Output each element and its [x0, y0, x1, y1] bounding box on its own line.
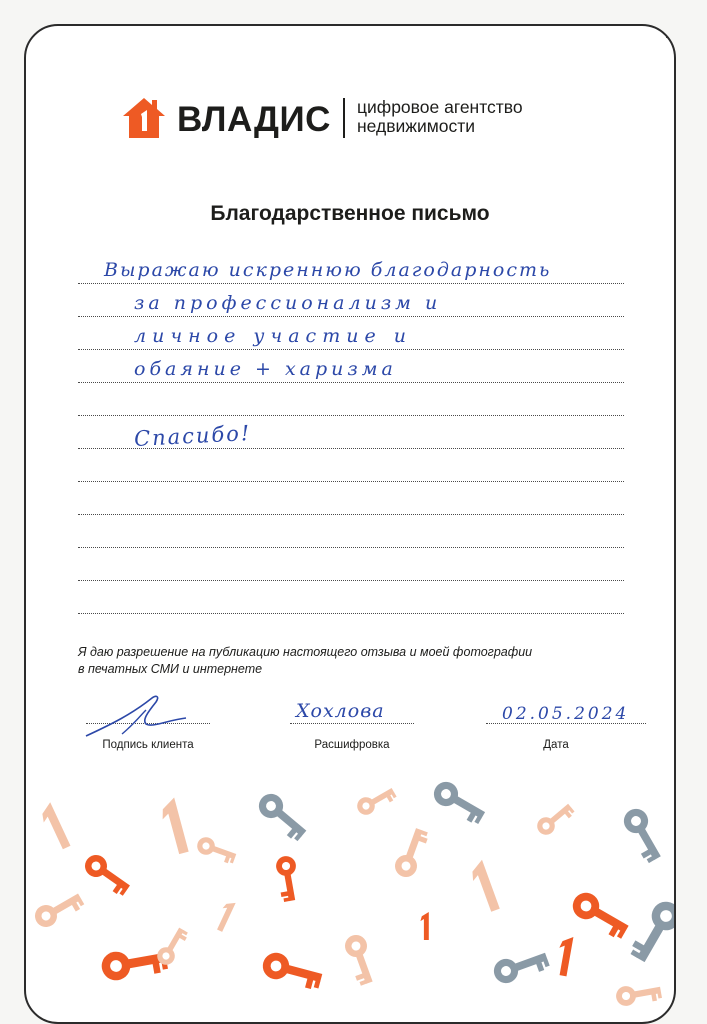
- ruled-line: [78, 580, 624, 581]
- consent-line2: в печатных СМИ и интернете: [78, 662, 263, 676]
- logo-divider: [343, 98, 345, 138]
- key-icon: [342, 932, 380, 987]
- transcript-value: Хохлова: [296, 700, 385, 722]
- date-label: Дата: [543, 739, 569, 751]
- key-icon: [31, 887, 85, 931]
- house-logo-icon: [121, 96, 167, 140]
- number-one-icon: [213, 899, 235, 932]
- number-one-icon: [467, 860, 499, 914]
- ruled-line: [78, 547, 624, 548]
- date-value: 02.05.2024: [502, 704, 630, 724]
- ruled-line: [78, 349, 624, 350]
- key-icon: [354, 783, 397, 818]
- key-icon: [254, 789, 312, 843]
- handwritten-line-4: обаяние + харизма: [134, 358, 397, 380]
- brand-tagline: [357, 98, 617, 136]
- number-one-icon: [37, 802, 70, 852]
- key-icon: [392, 826, 430, 881]
- key-icon: [275, 855, 302, 903]
- key-icon: [154, 925, 189, 968]
- keys-pattern: [26, 766, 674, 1024]
- key-icon: [429, 777, 489, 825]
- key-icon: [99, 943, 168, 982]
- client-signature-label: Подпись клиента: [102, 739, 194, 751]
- brand-name: ВЛАДИС: [177, 100, 331, 139]
- key-icon: [81, 851, 135, 898]
- publication-consent: [78, 644, 598, 678]
- key-icon: [619, 804, 667, 864]
- ruled-line: [78, 283, 624, 284]
- ruled-line: [78, 481, 624, 482]
- ruled-line: [78, 613, 624, 614]
- consent-line1: Я даю разрешение на публикацию настоящего отзыва и моей фотографии: [78, 645, 533, 659]
- key-icon: [615, 980, 663, 1007]
- ruled-line: [78, 316, 624, 317]
- handwritten-line-6: Спасибо!: [133, 420, 252, 452]
- key-icon: [628, 896, 674, 967]
- handwritten-line-2: за профессионализм и: [134, 292, 442, 314]
- ruled-line: [78, 382, 624, 383]
- ruled-line: [78, 415, 624, 416]
- key-icon: [534, 799, 576, 838]
- number-one-icon: [555, 935, 574, 976]
- transcript-label: Расшифровка: [314, 739, 390, 751]
- number-one-icon: [158, 798, 189, 856]
- number-one-icon: [420, 912, 428, 940]
- letter-title: Благодарственное письмо: [210, 202, 490, 225]
- letter-sheet: [24, 24, 676, 1024]
- ruled-line: [78, 514, 624, 515]
- handwritten-line-3: личное участие и: [134, 325, 412, 347]
- key-icon: [568, 888, 633, 941]
- key-icon: [195, 835, 239, 865]
- client-signature-mark: [82, 690, 192, 740]
- transcript-line: [290, 723, 414, 724]
- brand-tagline-line2: недвижимости: [357, 116, 476, 136]
- brand-tagline-line1: цифровое агентство: [357, 97, 523, 117]
- key-icon: [490, 945, 550, 987]
- scan-corner-mark: [666, 26, 674, 38]
- handwritten-line-1: Выражаю искреннюю благодарность: [104, 259, 552, 281]
- key-icon: [260, 950, 325, 991]
